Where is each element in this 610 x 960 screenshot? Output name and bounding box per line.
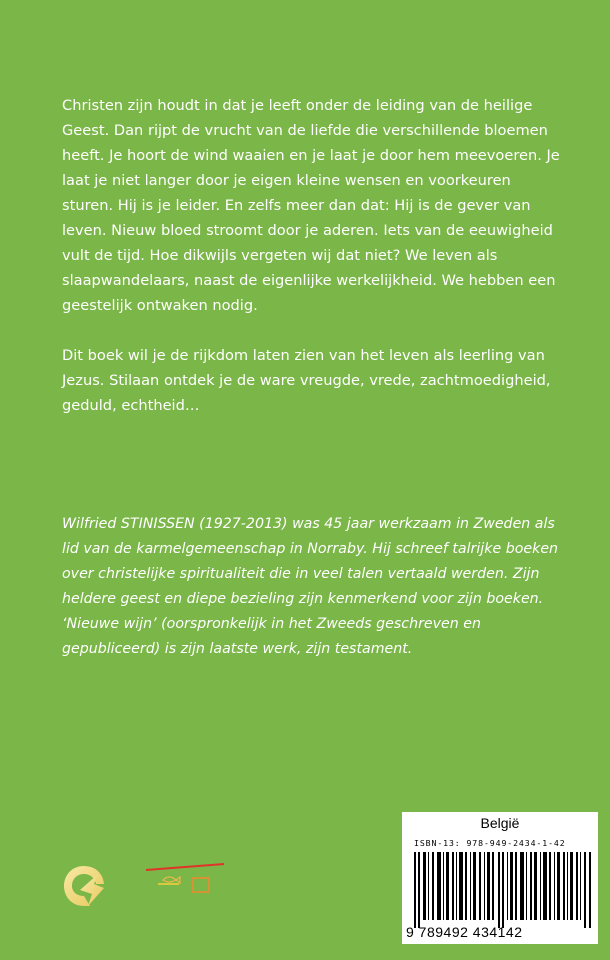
barcode-digits: 9 789492 434142 bbox=[406, 924, 523, 940]
house-fish-logo-icon bbox=[145, 860, 225, 918]
blurb-paragraph-2: Dit boek wil je de rijkdom laten zien van het leven als leerling van Jezus. Stilaan ontdek je de ware vreugde, vrede, zachtmoedigheid, geduld, echtheid… bbox=[62, 347, 551, 414]
barcode-block bbox=[402, 812, 598, 944]
q-arrow-logo-icon bbox=[60, 862, 108, 910]
author-bio-text: Wilfried STINISSEN (1927-2013) was 45 jaar werkzaam in Zweden als lid van de karmelgemeenschap in Norraby. Hij schreef talrijke boeken over christelijke spiritualiteit die in veel talen vertaald werden. Zijn heldere geest en diepe bezieling zijn kenmerkend voor zijn boeken. ‘Nieuwe wijn’ (oorspronkelijk in het Zweeds geschreven en gepubliceerd) is zijn laatste werk, zijn testament. bbox=[62, 516, 559, 657]
author-bio bbox=[62, 512, 562, 662]
barcode-region-label: België bbox=[480, 815, 520, 831]
back-cover-blurb bbox=[62, 93, 562, 418]
barcode-icon bbox=[414, 852, 592, 928]
isbn-label: ISBN-13: 978-949-2434-1-42 bbox=[414, 838, 566, 848]
blurb-paragraph-1: Christen zijn houdt in dat je leeft onder de leiding van de heilige Geest. Dan rijpt de vrucht van de liefde die verschillende bloemen heeft. Je hoort de wind waaien en je laat je door hem meevoeren. Je laat je niet langer door je eigen kleine wensen en voorkeuren sturen. Hij is je leider. En zelfs meer dan dat: Hij is de gever van leven. Nieuw bloed stroomt door je aderen. Iets van de eeuwigheid vult de tijd. Hoe dikwijls vergeten wij dat niet? We leven als slaapwandelaars, naast de eigenlijke werkelijkheid. We hebben een geestelijk ontwaken nodig. bbox=[62, 97, 560, 314]
